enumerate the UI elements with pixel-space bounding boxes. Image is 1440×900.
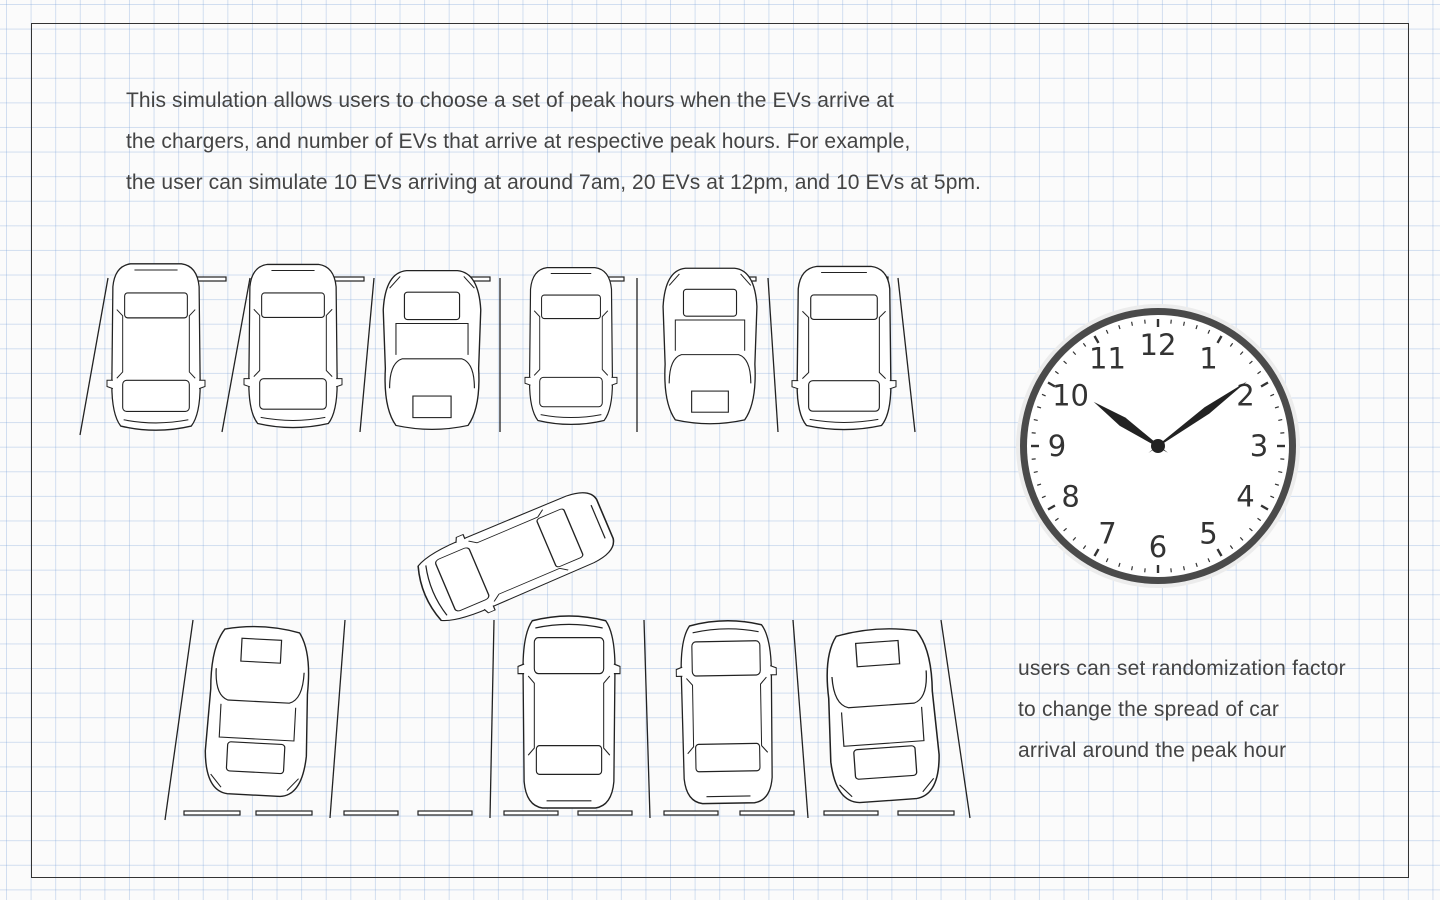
stall-line xyxy=(330,620,345,818)
wall-clock xyxy=(1012,300,1304,592)
randomization-note xyxy=(1018,648,1408,771)
parked-car xyxy=(107,264,205,430)
stall-line xyxy=(222,278,250,432)
stall-line xyxy=(80,278,108,435)
stall-line xyxy=(793,620,808,818)
car-entering-space xyxy=(409,481,621,633)
curb-mark xyxy=(196,277,226,281)
bottom-row-curb-marks xyxy=(184,811,954,815)
stall-line xyxy=(768,278,778,432)
clock-numeral: 11 xyxy=(1089,341,1126,376)
clock-tick xyxy=(1034,472,1038,473)
clock-numeral: 3 xyxy=(1249,429,1269,463)
stall-line xyxy=(644,620,650,818)
curb-mark xyxy=(256,811,312,815)
stall-line xyxy=(898,278,915,432)
curb-mark xyxy=(334,277,364,281)
clock-tick xyxy=(1184,322,1185,326)
top-row-stall-lines xyxy=(80,278,915,435)
clock-numeral: 6 xyxy=(1148,530,1168,564)
clock-numeral: 8 xyxy=(1061,479,1080,514)
bottom-row-cars xyxy=(203,616,942,808)
curb-mark xyxy=(740,811,794,815)
parked-car xyxy=(383,271,481,430)
description-line: This simulation allows users to choose a set of peak hours when the EVs arrive at xyxy=(126,89,894,112)
parked-car xyxy=(792,266,896,429)
clock-numeral: 12 xyxy=(1139,328,1177,362)
curb-mark xyxy=(824,811,878,815)
note-line: to change the spread of car xyxy=(1018,698,1280,721)
curb-mark xyxy=(418,811,472,815)
note-line: arrival around the peak hour xyxy=(1018,739,1287,762)
parked-car xyxy=(518,616,620,808)
curb-mark xyxy=(344,811,398,815)
clock-numeral: 2 xyxy=(1236,378,1255,413)
clock-center-hub xyxy=(1151,439,1165,453)
curb-mark xyxy=(898,811,954,815)
parked-car xyxy=(822,626,942,805)
curb-mark xyxy=(504,811,558,815)
stall-line xyxy=(360,278,374,432)
curb-mark xyxy=(578,811,632,815)
stall-line xyxy=(941,620,970,818)
clock-tick xyxy=(1184,566,1185,570)
top-row-cars xyxy=(107,264,896,430)
description-line: the user can simulate 10 EVs arriving at around 7am, 20 EVs at 12pm, and 10 EVs at 5pm. xyxy=(126,171,981,194)
clock-tick xyxy=(1132,322,1133,326)
clock-tick xyxy=(1278,420,1282,421)
clock-numeral: 1 xyxy=(1199,341,1218,376)
clock-tick xyxy=(1034,420,1038,421)
note-line: users can set randomization factor xyxy=(1018,657,1346,680)
parked-car xyxy=(525,268,617,425)
curb-mark xyxy=(664,811,718,815)
clock-numeral: 7 xyxy=(1098,516,1117,551)
stall-line xyxy=(165,620,193,820)
stall-line xyxy=(490,620,494,818)
parked-car xyxy=(203,624,313,798)
clock-numeral: 9 xyxy=(1047,429,1067,463)
clock-tick xyxy=(1278,472,1282,473)
parked-car xyxy=(663,268,757,424)
parked-car xyxy=(244,264,342,427)
description-line: the chargers, and number of EVs that arrive at respective peak hours. For example, xyxy=(126,130,911,153)
parked-car xyxy=(675,620,778,804)
clock-numeral: 5 xyxy=(1199,516,1218,551)
clock-tick xyxy=(1132,566,1133,570)
clock-numeral: 10 xyxy=(1052,378,1089,413)
arriving-car xyxy=(409,481,621,633)
clock-numeral: 4 xyxy=(1236,479,1255,514)
curb-mark xyxy=(184,811,240,815)
